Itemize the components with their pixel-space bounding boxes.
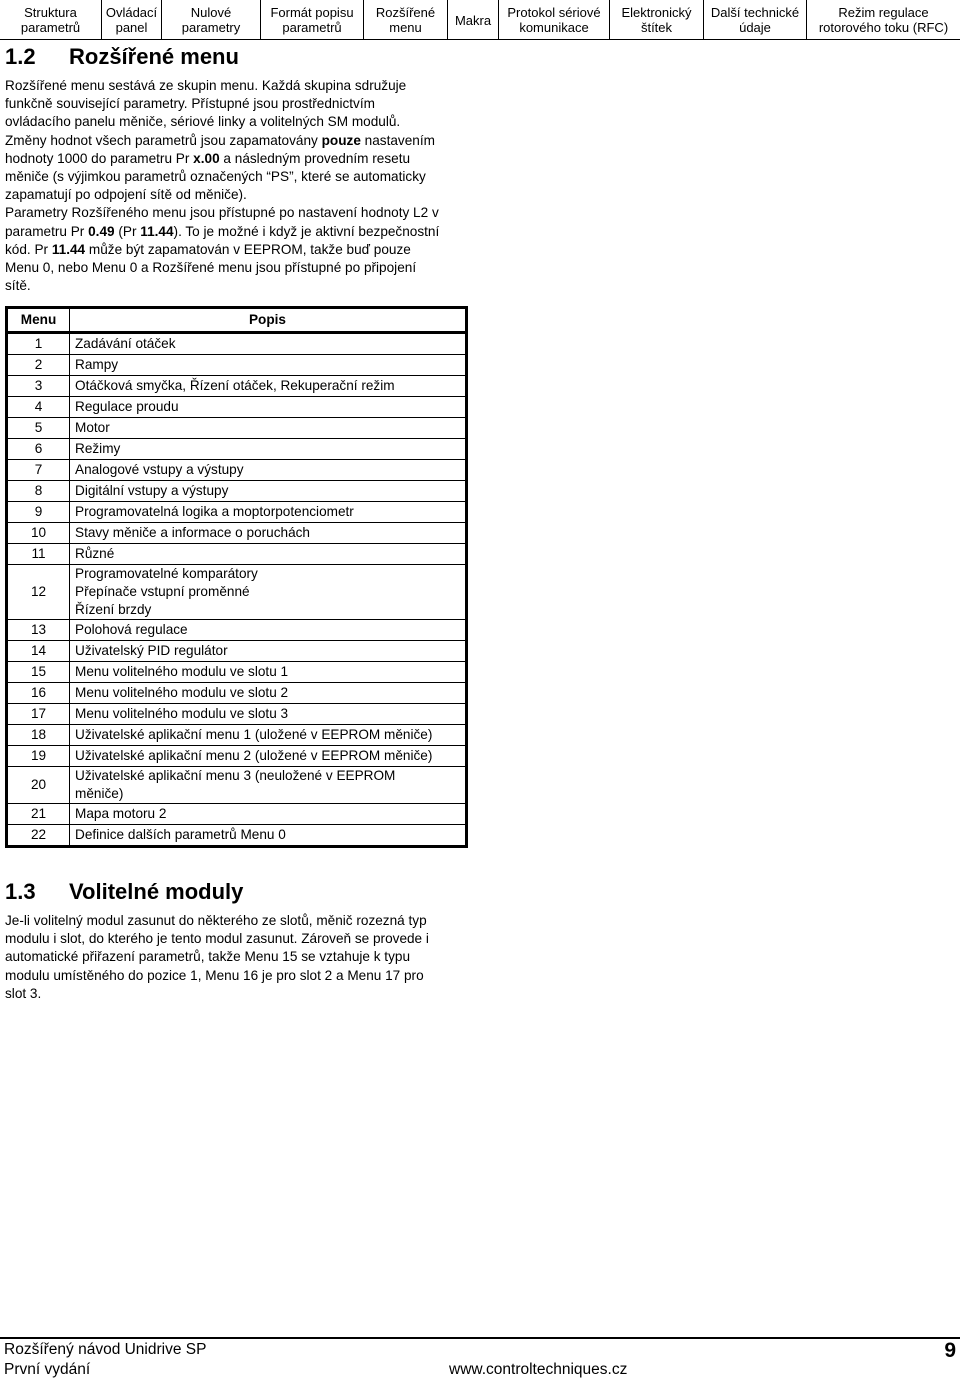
table-row (7, 523, 467, 544)
menu-description-cell (70, 662, 467, 683)
table-row (7, 804, 467, 825)
footer-divider (0, 1337, 960, 1339)
description-line: Stavy měniče a informace o poruchách (75, 525, 310, 540)
description-line: Definice dalších parametrů Menu 0 (75, 827, 286, 842)
menu-description-cell (70, 502, 467, 523)
menu-description-cell (70, 725, 467, 746)
nav-tab-protokol[interactable]: Protokol sériové komunikace (499, 0, 610, 40)
description-line: Zadávání otáček (75, 336, 176, 351)
description-line: Motor (75, 420, 110, 435)
section-nav (0, 0, 960, 40)
nav-tab-makra[interactable]: Makra (448, 0, 499, 40)
table-header-row (7, 308, 467, 333)
menu-number-cell: 1 (7, 333, 70, 355)
section-number: 1.3 (5, 879, 36, 904)
description-line: Rampy (75, 357, 119, 372)
table-row (7, 683, 467, 704)
nav-tab-dalsi-udaje[interactable]: Další technické údaje (704, 0, 807, 40)
footer-edition: První vydání (4, 1361, 91, 1378)
text-line: automatické přiřazení parametrů, takže Menu 15 se vztahuje k typu (5, 949, 410, 965)
table-row (7, 662, 467, 683)
table-row (7, 565, 467, 620)
nav-tab-nulove-parametry[interactable]: Nulové parametry (162, 0, 261, 40)
nav-tab-elektronicky-stitek[interactable]: Elektronický štítek (610, 0, 704, 40)
table-row (7, 746, 467, 767)
menu-description-cell (70, 620, 467, 641)
menu-number-cell: 6 (7, 439, 70, 460)
description-line: Mapa motoru 2 (75, 806, 167, 821)
menu-description-cell (70, 397, 467, 418)
text-line: Menu 0, nebo Menu 0 a Rozšířené menu jsou přístupné po připojení (5, 260, 417, 276)
table-row (7, 397, 467, 418)
menu-description-cell (70, 523, 467, 544)
menu-number-cell: 7 (7, 460, 70, 481)
parameter-ref: 11.44 (51, 241, 86, 257)
table-row (7, 502, 467, 523)
description-line: Otáčková smyčka, Řízení otáček, Rekuperační režim (75, 378, 395, 393)
description-line: Uživatelský PID regulátor (75, 643, 228, 658)
description-line: Programovatelné komparátory (75, 566, 258, 581)
description-line: Řízení brzdy (75, 602, 152, 617)
description-line: Různé (75, 546, 115, 561)
table-row (7, 641, 467, 662)
text-line: sítě. (5, 278, 31, 294)
text-line: funkčně související parametry. Přístupné jsou prostřednictvím (5, 96, 375, 112)
description-line: Analogové vstupy a výstupy (75, 462, 244, 477)
text-line: ovládacího panelu měniče, sériové linky a volitelných SM modulů. (5, 114, 401, 130)
menu-description-cell (70, 767, 467, 804)
menu-description-cell (70, 565, 467, 620)
menu-description-cell (70, 825, 467, 847)
description-line: Uživatelské aplikační menu 1 (uložené v EEPROM měniče) (75, 727, 433, 742)
text-line: Je-li volitelný modul zasunut do některého ze slotů, měnič rozezná typ (5, 913, 427, 928)
text-line: parametru Pr 0.49 (Pr 11.44). To je možné i když je aktivní bezpečnostní (5, 223, 440, 239)
table-row (7, 620, 467, 641)
text-line: kód. Pr 11.44 může být zapamatován v EEPROM, takže buď pouze (5, 241, 411, 257)
menu-description-cell (70, 746, 467, 767)
nav-tab-struktura-parametru[interactable]: Struktura parametrů (0, 0, 102, 40)
description-line: Regulace proudu (75, 399, 179, 414)
menu-number-cell: 19 (7, 746, 70, 767)
column-header-description: Popis (70, 308, 467, 333)
menu-description-cell (70, 704, 467, 725)
menu-number-cell: 4 (7, 397, 70, 418)
description-line: Režimy (75, 441, 121, 456)
menu-number-cell: 14 (7, 641, 70, 662)
nav-tab-ovladaci-panel[interactable]: Ovládací panel (102, 0, 162, 40)
menu-description-cell (70, 439, 467, 460)
section-title: Volitelné moduly (69, 879, 244, 904)
description-line: Menu volitelného modulu ve slotu 3 (75, 706, 289, 721)
menu-number-cell: 13 (7, 620, 70, 641)
text-line: slot 3. (5, 985, 42, 1001)
table-row (7, 439, 467, 460)
parameter-ref: x.00 (193, 150, 220, 166)
description-line: Uživatelské aplikační menu 2 (uložené v EEPROM měniče) (75, 748, 433, 763)
description-line: Polohová regulace (75, 622, 188, 637)
menu-number-cell: 16 (7, 683, 70, 704)
text-line: Parametry Rozšířeného menu jsou přístupné po nastavení hodnoty L2 v (5, 205, 439, 221)
text-line: hodnoty 1000 do parametru Pr x.00 a následným provedním resetu (5, 150, 411, 166)
menu-number-cell: 10 (7, 523, 70, 544)
text-line: Rozšířené menu sestává ze skupin menu. Každá skupina sdružuje (5, 78, 407, 93)
table-row (7, 704, 467, 725)
description-line: Přepínače vstupní proměnné (75, 584, 250, 599)
menu-description-cell (70, 418, 467, 439)
menu-description-cell (70, 460, 467, 481)
menu-number-cell: 12 (7, 565, 70, 620)
bold-term: pouze (321, 132, 361, 148)
menu-number-cell: 8 (7, 481, 70, 502)
nav-tab-rozsirene-menu[interactable]: Rozšířené menu (364, 0, 448, 40)
table-row (7, 460, 467, 481)
menu-description-cell (70, 481, 467, 502)
table-row (7, 725, 467, 746)
menu-number-cell: 18 (7, 725, 70, 746)
paragraph-intro (5, 77, 467, 295)
table-row (7, 333, 467, 355)
description-line: Programovatelná logika a moptorpotenciometr (75, 504, 354, 519)
section-title: Rozšířené menu (69, 44, 239, 69)
paragraph-modules (5, 912, 467, 1003)
table-row (7, 825, 467, 847)
menu-number-cell: 3 (7, 376, 70, 397)
menu-number-cell: 5 (7, 418, 70, 439)
description-line: Menu volitelného modulu ve slotu 2 (75, 685, 289, 700)
table-row (7, 544, 467, 565)
menu-number-cell: 17 (7, 704, 70, 725)
menu-description-cell (70, 333, 467, 355)
nav-tab-format-popisu[interactable]: Formát popisu parametrů (261, 0, 364, 40)
parameter-ref: 11.44 (140, 223, 174, 239)
menu-number-cell: 2 (7, 355, 70, 376)
menu-description-cell (70, 376, 467, 397)
menu-description-cell (70, 804, 467, 825)
menu-description-cell (70, 641, 467, 662)
menu-description-cell (70, 544, 467, 565)
menu-number-cell: 15 (7, 662, 70, 683)
menu-number-cell: 20 (7, 767, 70, 804)
text-line: modulu umístěného do pozice 1, Menu 16 je pro slot 2 a Menu 17 pro (5, 967, 424, 983)
menu-number-cell: 22 (7, 825, 70, 847)
section-number: 1.2 (5, 44, 36, 69)
description-line: Menu volitelného modulu ve slotu 1 (75, 664, 289, 679)
menu-number-cell: 11 (7, 544, 70, 565)
menu-number-cell: 21 (7, 804, 70, 825)
description-line: Uživatelské aplikační menu 3 (neuložené v EEPROM (75, 768, 396, 783)
page-number: 9 (944, 1339, 956, 1362)
table-row (7, 418, 467, 439)
menu-description-cell (70, 683, 467, 704)
text-line: zapamatují po odpojení sítě od měniče). (5, 187, 247, 203)
section-heading-1-2 (5, 44, 239, 70)
table-row (7, 767, 467, 804)
description-line: měniče) (75, 786, 124, 801)
menu-description-cell (70, 355, 467, 376)
table-row (7, 355, 467, 376)
menu-number-cell: 9 (7, 502, 70, 523)
section-heading-1-3 (5, 879, 243, 905)
description-line: Digitální vstupy a výstupy (75, 483, 229, 498)
footer-doc-title: Rozšířený návod Unidrive SP (4, 1341, 207, 1358)
text-line: měniče (s výjimkou parametrů označených “PS”, které se automaticky (5, 169, 426, 185)
text-line: Změny hodnot všech parametrů jsou zapamatovány pouze nastavením (5, 132, 435, 148)
nav-tab-rfc[interactable]: Režim regulace rotorového toku (RFC) (818, 5, 949, 35)
menu-table (5, 306, 468, 848)
parameter-ref: 0.49 (88, 223, 115, 239)
table-row (7, 376, 467, 397)
footer-website-link[interactable]: www.controltechniques.cz (449, 1361, 628, 1378)
column-header-menu: Menu (7, 308, 70, 333)
table-row (7, 481, 467, 502)
text-line: modulu i slot, do kterého je tento modul zasunut. Zároveň se provede i (5, 931, 429, 947)
